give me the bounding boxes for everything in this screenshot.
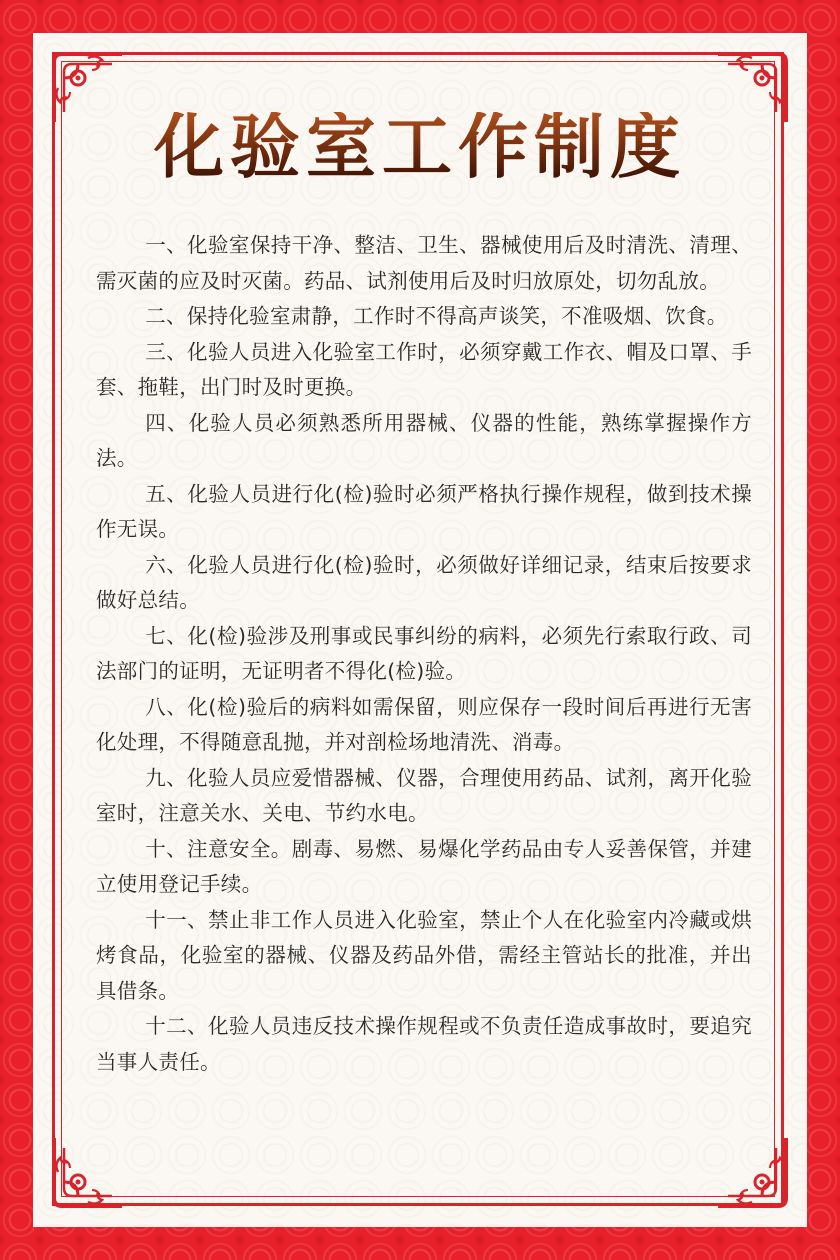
corner-ornament-icon bbox=[48, 1132, 128, 1212]
rule-item: 七、化(检)验涉及刑事或民事纠纷的病料，必须先行索取行政、司法部门的证明，无证明者不得化(检)验。 bbox=[96, 623, 752, 683]
rule-item: 四、化验人员必须熟悉所用器械、仪器的性能，熟练掌握操作方法。 bbox=[96, 410, 752, 470]
rule-item: 十、注意安全。剧毒、易燃、易爆化学药品由专人妥善保管，并建立使用登记手续。 bbox=[96, 836, 752, 896]
rule-item: 十二、化验人员违反技术操作规程或不负责任造成事故时，要追究当事人责任。 bbox=[96, 1014, 752, 1074]
rule-item: 二、保持化验室肃静，工作时不得高声谈笑，不准吸烟、饮食。 bbox=[145, 304, 728, 328]
rule-item: 六、化验人员进行化(检)验时，必须做好详细记录，结束后按要求做好总结。 bbox=[96, 552, 752, 612]
rule-item: 八、化(检)验后的病料如需保留，则应保存一段时间后再进行无害化处理，不得随意乱抛，并对剖检场地清洗、消毒。 bbox=[96, 694, 752, 754]
rule-item: 九、化验人员应爱惜器械、仪器，合理使用药品、试剂，离开化验室时，注意关水、关电、节约水电。 bbox=[96, 765, 752, 825]
rule-item: 三、化验人员进入化验室工作时，必须穿戴工作衣、帽及口罩、手套、拖鞋，出门时及时更换。 bbox=[96, 339, 752, 399]
corner-ornament-icon bbox=[712, 1132, 792, 1212]
rule-item: 五、化验人员进行化(检)验时必须严格执行操作规程，做到技术操作无误。 bbox=[96, 481, 752, 541]
rule-item: 十一、禁止非工作人员进入化验室，禁止个人在化验室内冷藏或烘烤食品，化验室的器械、仪器及药品外借，需经主管站长的批准，并出具借条。 bbox=[96, 907, 752, 1003]
page-title: 化验室工作制度 bbox=[0, 112, 840, 182]
rule-item: 一、化验室保持干净、整洁、卫生、器械使用后及时清洗、清理、需灭菌的应及时灭菌。药品、试剂使用后及时归放原处，切勿乱放。 bbox=[96, 233, 752, 293]
rules-list bbox=[96, 228, 752, 1080]
